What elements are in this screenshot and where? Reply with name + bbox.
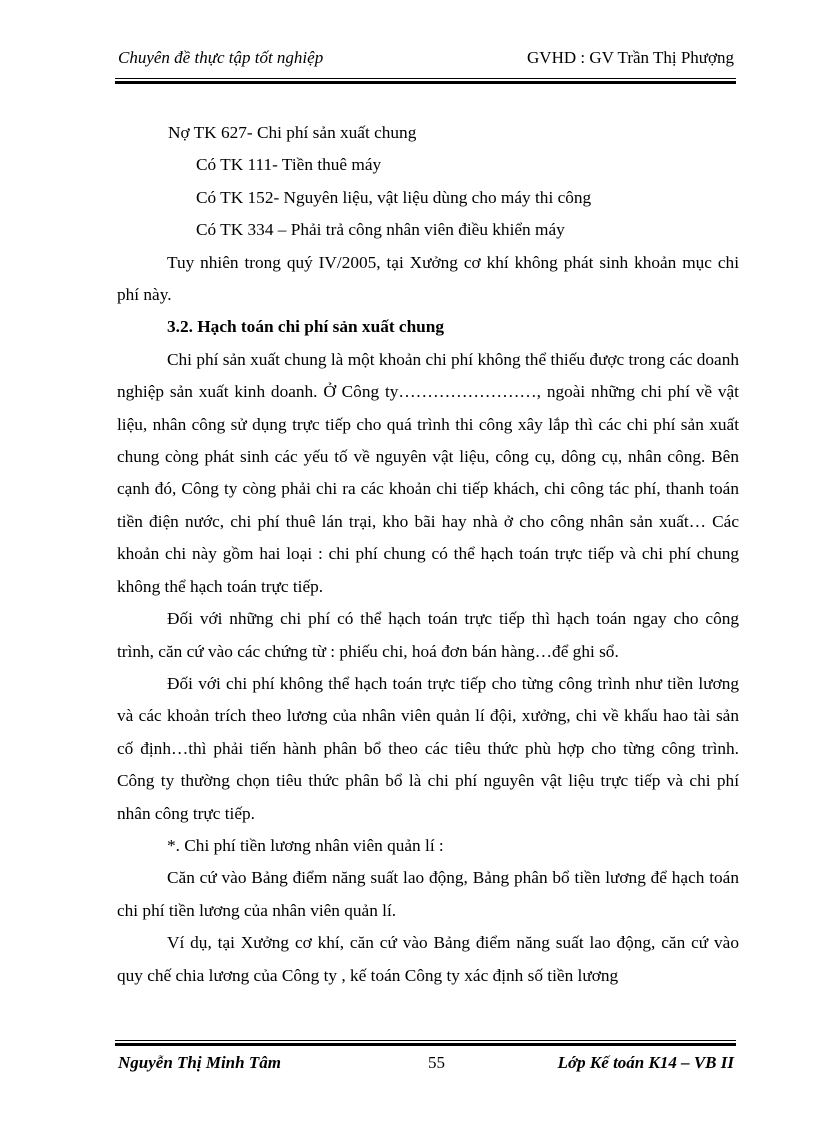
page-number: 55 xyxy=(428,1053,445,1072)
paragraph-salary-heading: *. Chi phí tiền lương nhân viên quản lí : xyxy=(167,835,444,855)
paragraph-salary-basis: Căn cứ vào Bảng điểm năng suất lao động, Bảng phân bổ tiền lương để hạch toán chi phí tiền lương của nhân viên quản lí. xyxy=(117,868,739,920)
page-footer xyxy=(118,1053,734,1079)
footer-rule-thick xyxy=(115,1043,736,1046)
header-rule-thick xyxy=(115,81,736,84)
paragraph-general-costs: Chi phí sản xuất chung là một khoản chi phí không thể thiếu được trong các doanh nghiệp sản xuất kinh doanh. Ở Công ty……………………, ngoài những chi phí về vật liệu, nhân công sử dụng trực tiếp cho quá trình thi công xây lắp thì các chi phí sản xuất chung còng phát sinh các yếu tố về nguyên vật liệu, công cụ, dông cụ, nhân công. Bên cạnh đó, Công ty còng phải chi ra các khoản chi tiếp khách, chi công tác phí, thanh toán tiền điện nước, chi phí thuê lán trại, kho bãi hay nhà ở cho công nhân sản xuất… Các khoản chi này gồm hai loại : chi phí chung có thể hạch toán trực tiếp và chi phí chung không thể hạch toán trực tiếp. xyxy=(117,349,739,596)
journal-credit-entry-334: Có TK 334 – Phải trả công nhân viên điều khiển máy xyxy=(196,220,565,240)
paragraph-direct-costs: Đối với những chi phí có thể hạch toán trực tiếp thì hạch toán ngay cho công trình, căn cứ vào các chứng từ : phiếu chi, hoá đơn bán hàng…để ghi sổ. xyxy=(117,609,739,661)
header-rule-thin xyxy=(115,78,736,79)
footer-author: Nguyễn Thị Minh Tâm xyxy=(118,1053,281,1072)
header-title: Chuyên đề thực tập tốt nghiệp xyxy=(118,48,324,67)
footer-rule-thin xyxy=(115,1040,736,1041)
journal-credit-entry-152: Có TK 152- Nguyên liệu, vật liệu dùng cho máy thi công xyxy=(196,187,592,207)
footer-class: Lớp Kế toán K14 – VB II xyxy=(557,1053,734,1072)
paragraph-q4-note: Tuy nhiên trong quý IV/2005, tại Xưởng cơ khí không phát sinh khoản mục chi phí này. xyxy=(117,252,739,305)
section-heading: 3.2. Hạch toán chi phí sản xuất chung xyxy=(167,317,445,337)
page-header xyxy=(118,48,734,74)
page-body xyxy=(117,117,739,992)
journal-debit-entry: Nợ TK 627- Chi phí sản xuất chung xyxy=(168,123,417,142)
journal-credit-entry-111: Có TK 111- Tiền thuê máy xyxy=(196,155,382,175)
header-advisor: GVHD : GV Trần Thị Phượng xyxy=(527,48,734,67)
paragraph-indirect-costs: Đối với chi phí không thể hạch toán trực tiếp cho từng công trình như tiền lương và các khoản trích theo lương của nhân viên quản lí đội, xưởng, chi về khấu hao tài sản cố định…thì phải tiến hành phân bổ theo các tiêu thức phù hợp cho từng công trình. Công ty thường chọn tiêu thức phân bổ là chi phí nguyên vật liệu trực tiếp và chi phí nhân công trực tiếp. xyxy=(117,673,739,823)
paragraph-example: Ví dụ, tại Xưởng cơ khí, căn cứ vào Bảng điểm năng suất lao động, căn cứ vào quy chế chia lương của Công ty , kế toán Công ty xác định số tiền lương xyxy=(117,933,739,985)
